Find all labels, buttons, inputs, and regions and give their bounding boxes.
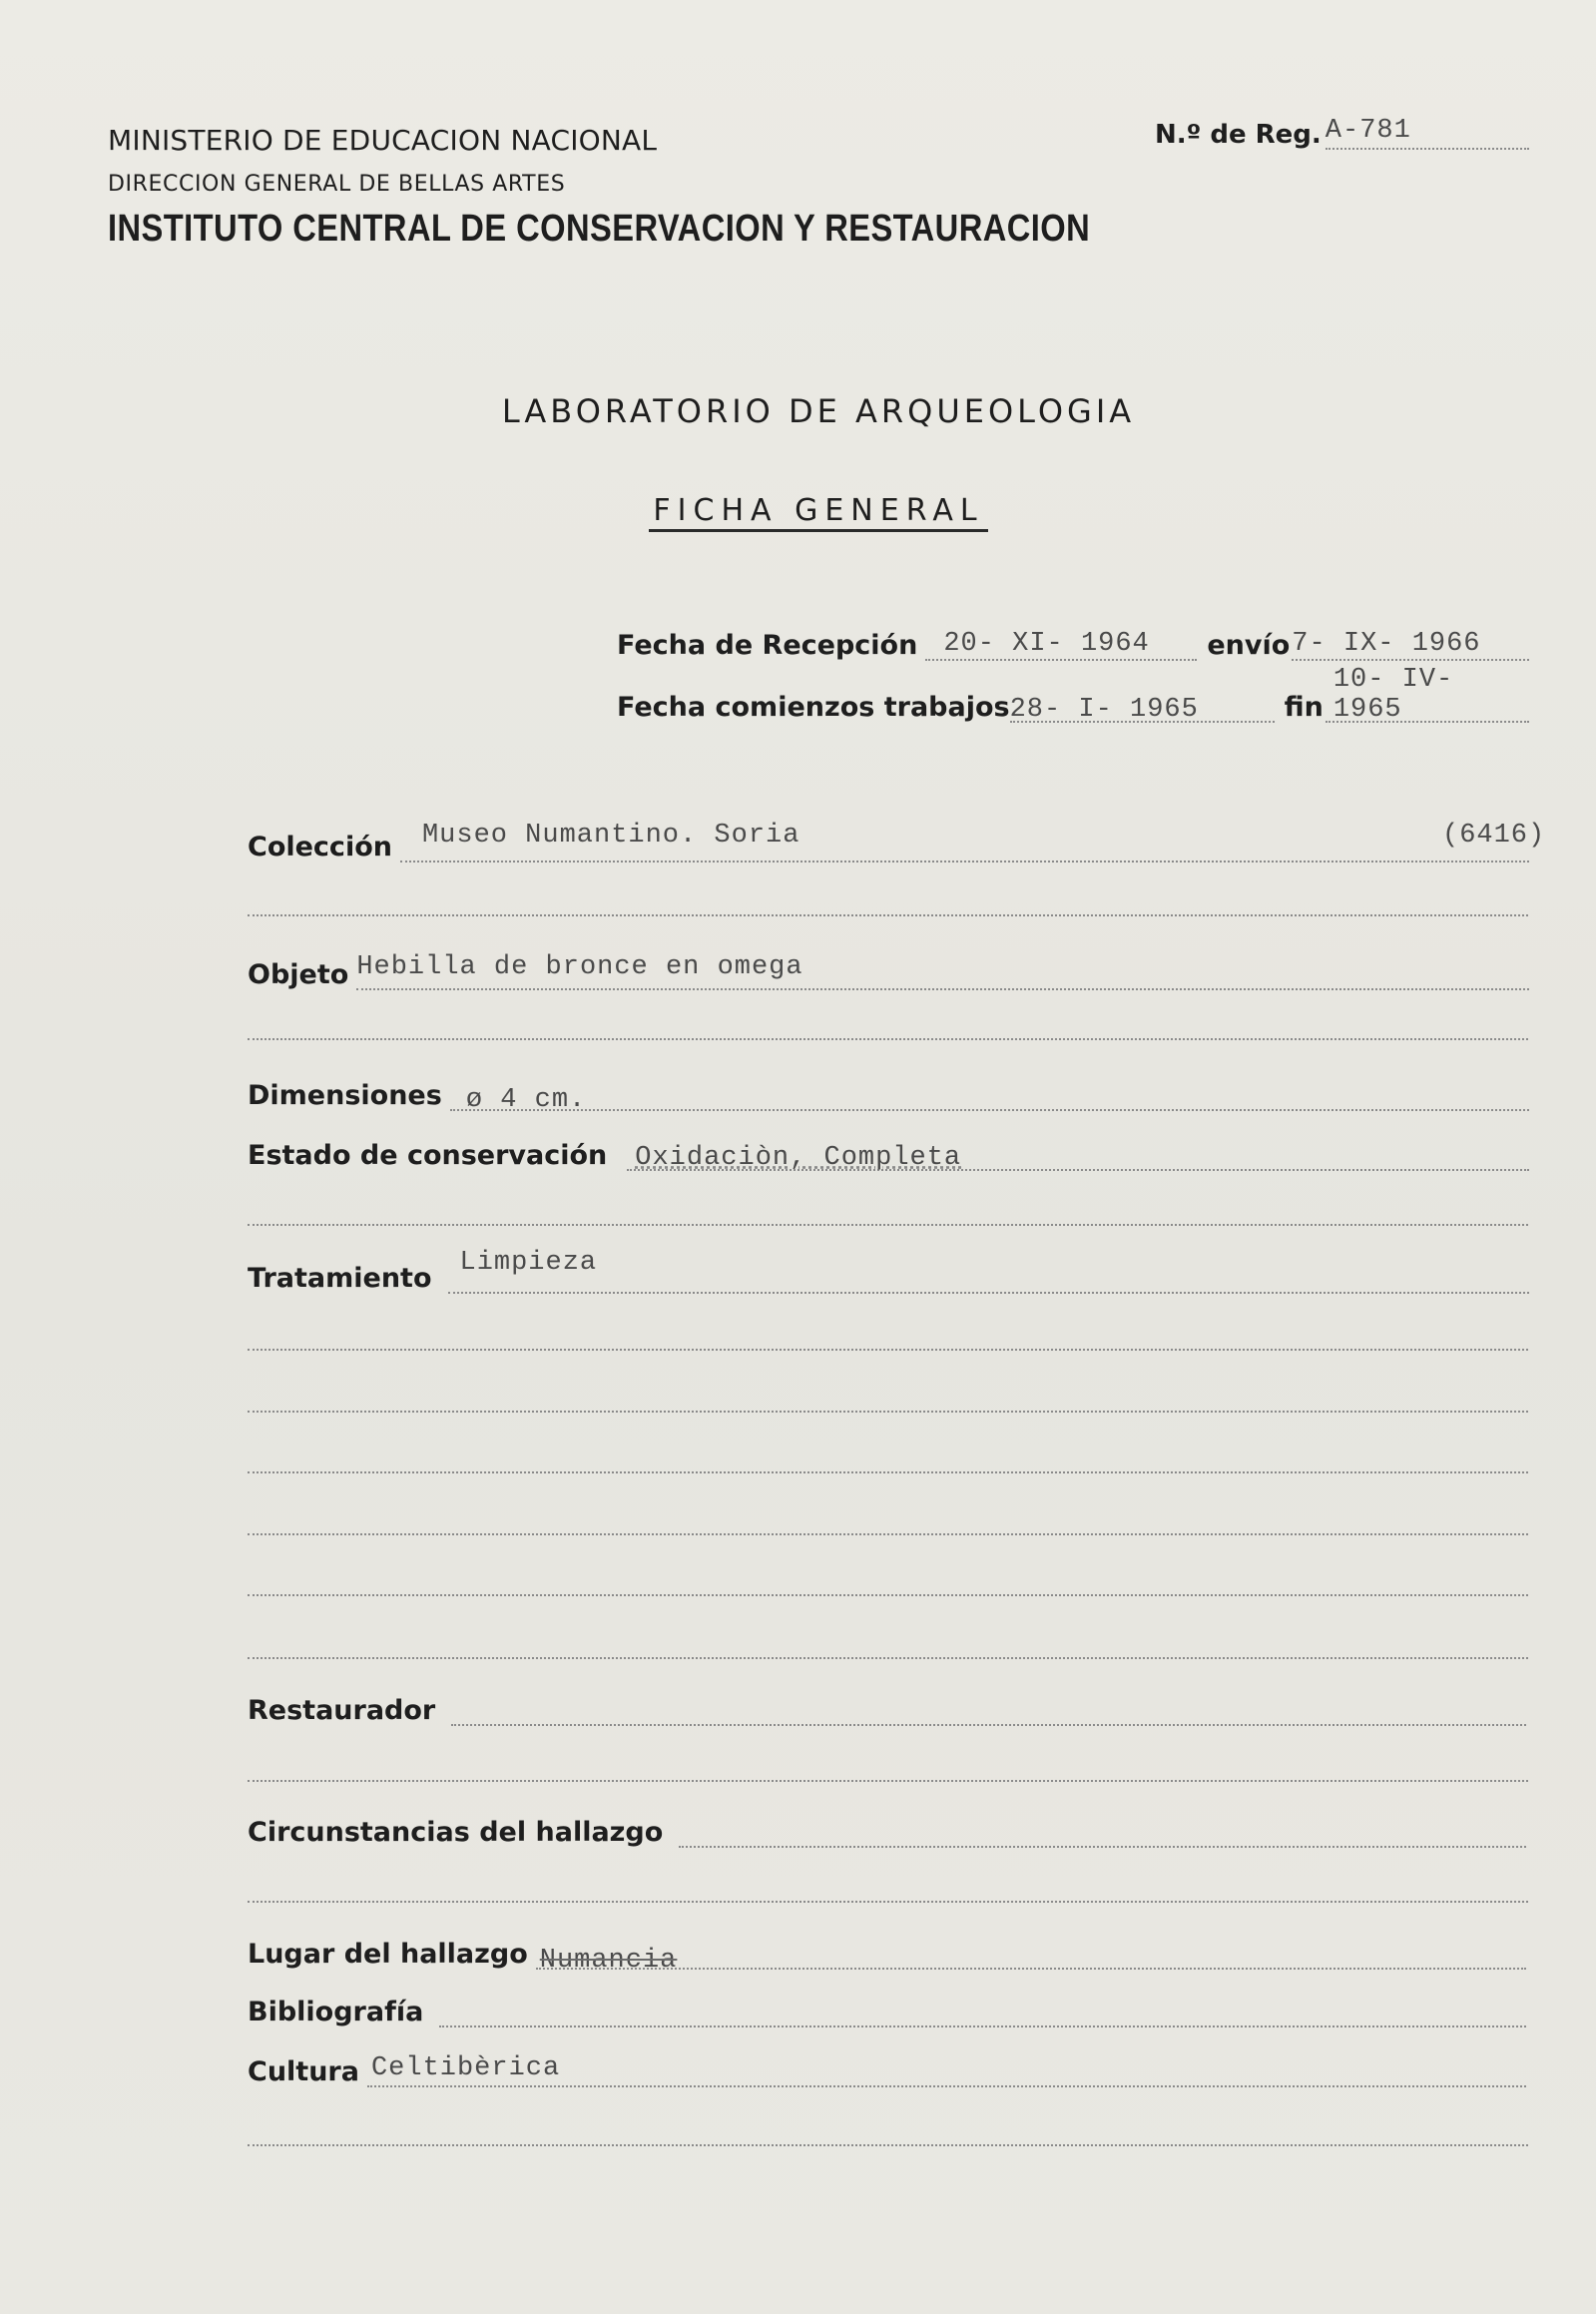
circunstancias-line (679, 1822, 1526, 1848)
form-title: FICHA GENERAL (653, 493, 984, 528)
tratamiento-line-6 (248, 1594, 1528, 1596)
dimensiones-line (450, 1083, 1529, 1115)
tratamiento-line-2 (248, 1349, 1528, 1351)
tratamiento-row (248, 1248, 1529, 1294)
direction-heading: DIRECCION GENERAL DE BELLAS ARTES (108, 172, 566, 197)
lugar-value: Numancia (539, 1946, 678, 1976)
start-label: Fecha comienzos trabajos (617, 692, 1010, 723)
reception-label: Fecha de Recepción (617, 630, 918, 661)
estado-extra-line (248, 1224, 1528, 1226)
objeto-row (248, 952, 1529, 990)
estado-label: Estado de conservación (248, 1140, 608, 1171)
estado-row (248, 1140, 1529, 1171)
reception-line (925, 627, 1197, 661)
registry-line (1326, 118, 1529, 150)
tratamiento-label: Tratamiento (248, 1263, 432, 1294)
estado-line (627, 1143, 1529, 1171)
cultura-row (248, 2053, 1526, 2087)
restaurador-row (248, 1695, 1526, 1726)
lab-title: LABORATORIO DE ARQUEOLOGIA (501, 392, 1136, 430)
coleccion-extra-line (248, 914, 1528, 916)
work-dates-row (617, 665, 1529, 725)
restaurador-line (451, 1700, 1526, 1726)
cultura-value: Celtibèrica (370, 2053, 561, 2083)
dimensiones-label: Dimensiones (248, 1080, 442, 1111)
reception-value: 20- XI- 1964 (943, 629, 1150, 659)
start-line (1010, 689, 1275, 723)
circunstancias-extra-line (248, 1901, 1528, 1903)
lugar-label: Lugar del hallazgo (248, 1939, 528, 1970)
lugar-line (536, 1944, 1526, 1976)
cultura-extra-line (248, 2144, 1528, 2146)
objeto-value: Hebilla de bronce en omega (356, 952, 803, 982)
sent-label: envío (1207, 630, 1291, 661)
bibliografia-line (439, 2002, 1526, 2027)
tratamiento-line-7 (248, 1657, 1528, 1659)
restaurador-label: Restaurador (248, 1695, 436, 1726)
bibliografia-row (248, 1997, 1526, 2027)
coleccion-label: Colección (248, 832, 392, 863)
institute-heading: INSTITUTO CENTRAL DE CONSERVACION Y RESTAURACION (108, 208, 1091, 250)
circunstancias-label: Circunstancias del hallazgo (248, 1817, 664, 1848)
tratamiento-value: Limpieza (459, 1248, 598, 1278)
coleccion-row (248, 821, 1529, 863)
tratamiento-line (448, 1248, 1530, 1294)
objeto-label: Objeto (248, 959, 349, 990)
registry-value: A-781 (1325, 116, 1411, 146)
tratamiento-line-4 (248, 1471, 1528, 1473)
sent-value: 7- IX- 1966 (1292, 629, 1481, 659)
coleccion-line (400, 821, 1529, 863)
form-title-underline (649, 529, 988, 532)
cultura-label: Cultura (248, 2056, 359, 2087)
estado-value: Oxidaciòn, Completa (635, 1143, 962, 1173)
bibliografia-label: Bibliografía (248, 1997, 424, 2027)
circunstancias-row (248, 1817, 1526, 1848)
objeto-extra-line (248, 1038, 1528, 1040)
end-value: 10- IV- 1965 (1332, 665, 1454, 725)
lugar-row (248, 1939, 1526, 1976)
registry-field (1155, 118, 1529, 150)
cultura-line (367, 2053, 1526, 2087)
sent-line (1292, 627, 1529, 661)
dimensiones-value: ø 4 cm. (465, 1085, 587, 1115)
start-value: 28- I- 1965 (1009, 695, 1199, 725)
end-label: fin (1284, 692, 1324, 723)
coleccion-number: (6416) (1442, 821, 1546, 851)
end-line (1326, 665, 1529, 725)
tratamiento-line-3 (248, 1411, 1528, 1413)
dimensiones-row (248, 1080, 1529, 1115)
objeto-line (356, 952, 1529, 990)
tratamiento-line-5 (248, 1533, 1528, 1535)
reception-row (617, 627, 1529, 661)
registry-label: N.º de Reg. (1155, 120, 1322, 150)
coleccion-value: Museo Numantino. Soria (421, 821, 800, 851)
ministry-heading: MINISTERIO DE EDUCACION NACIONAL (108, 124, 658, 157)
restaurador-extra-line (248, 1780, 1528, 1782)
